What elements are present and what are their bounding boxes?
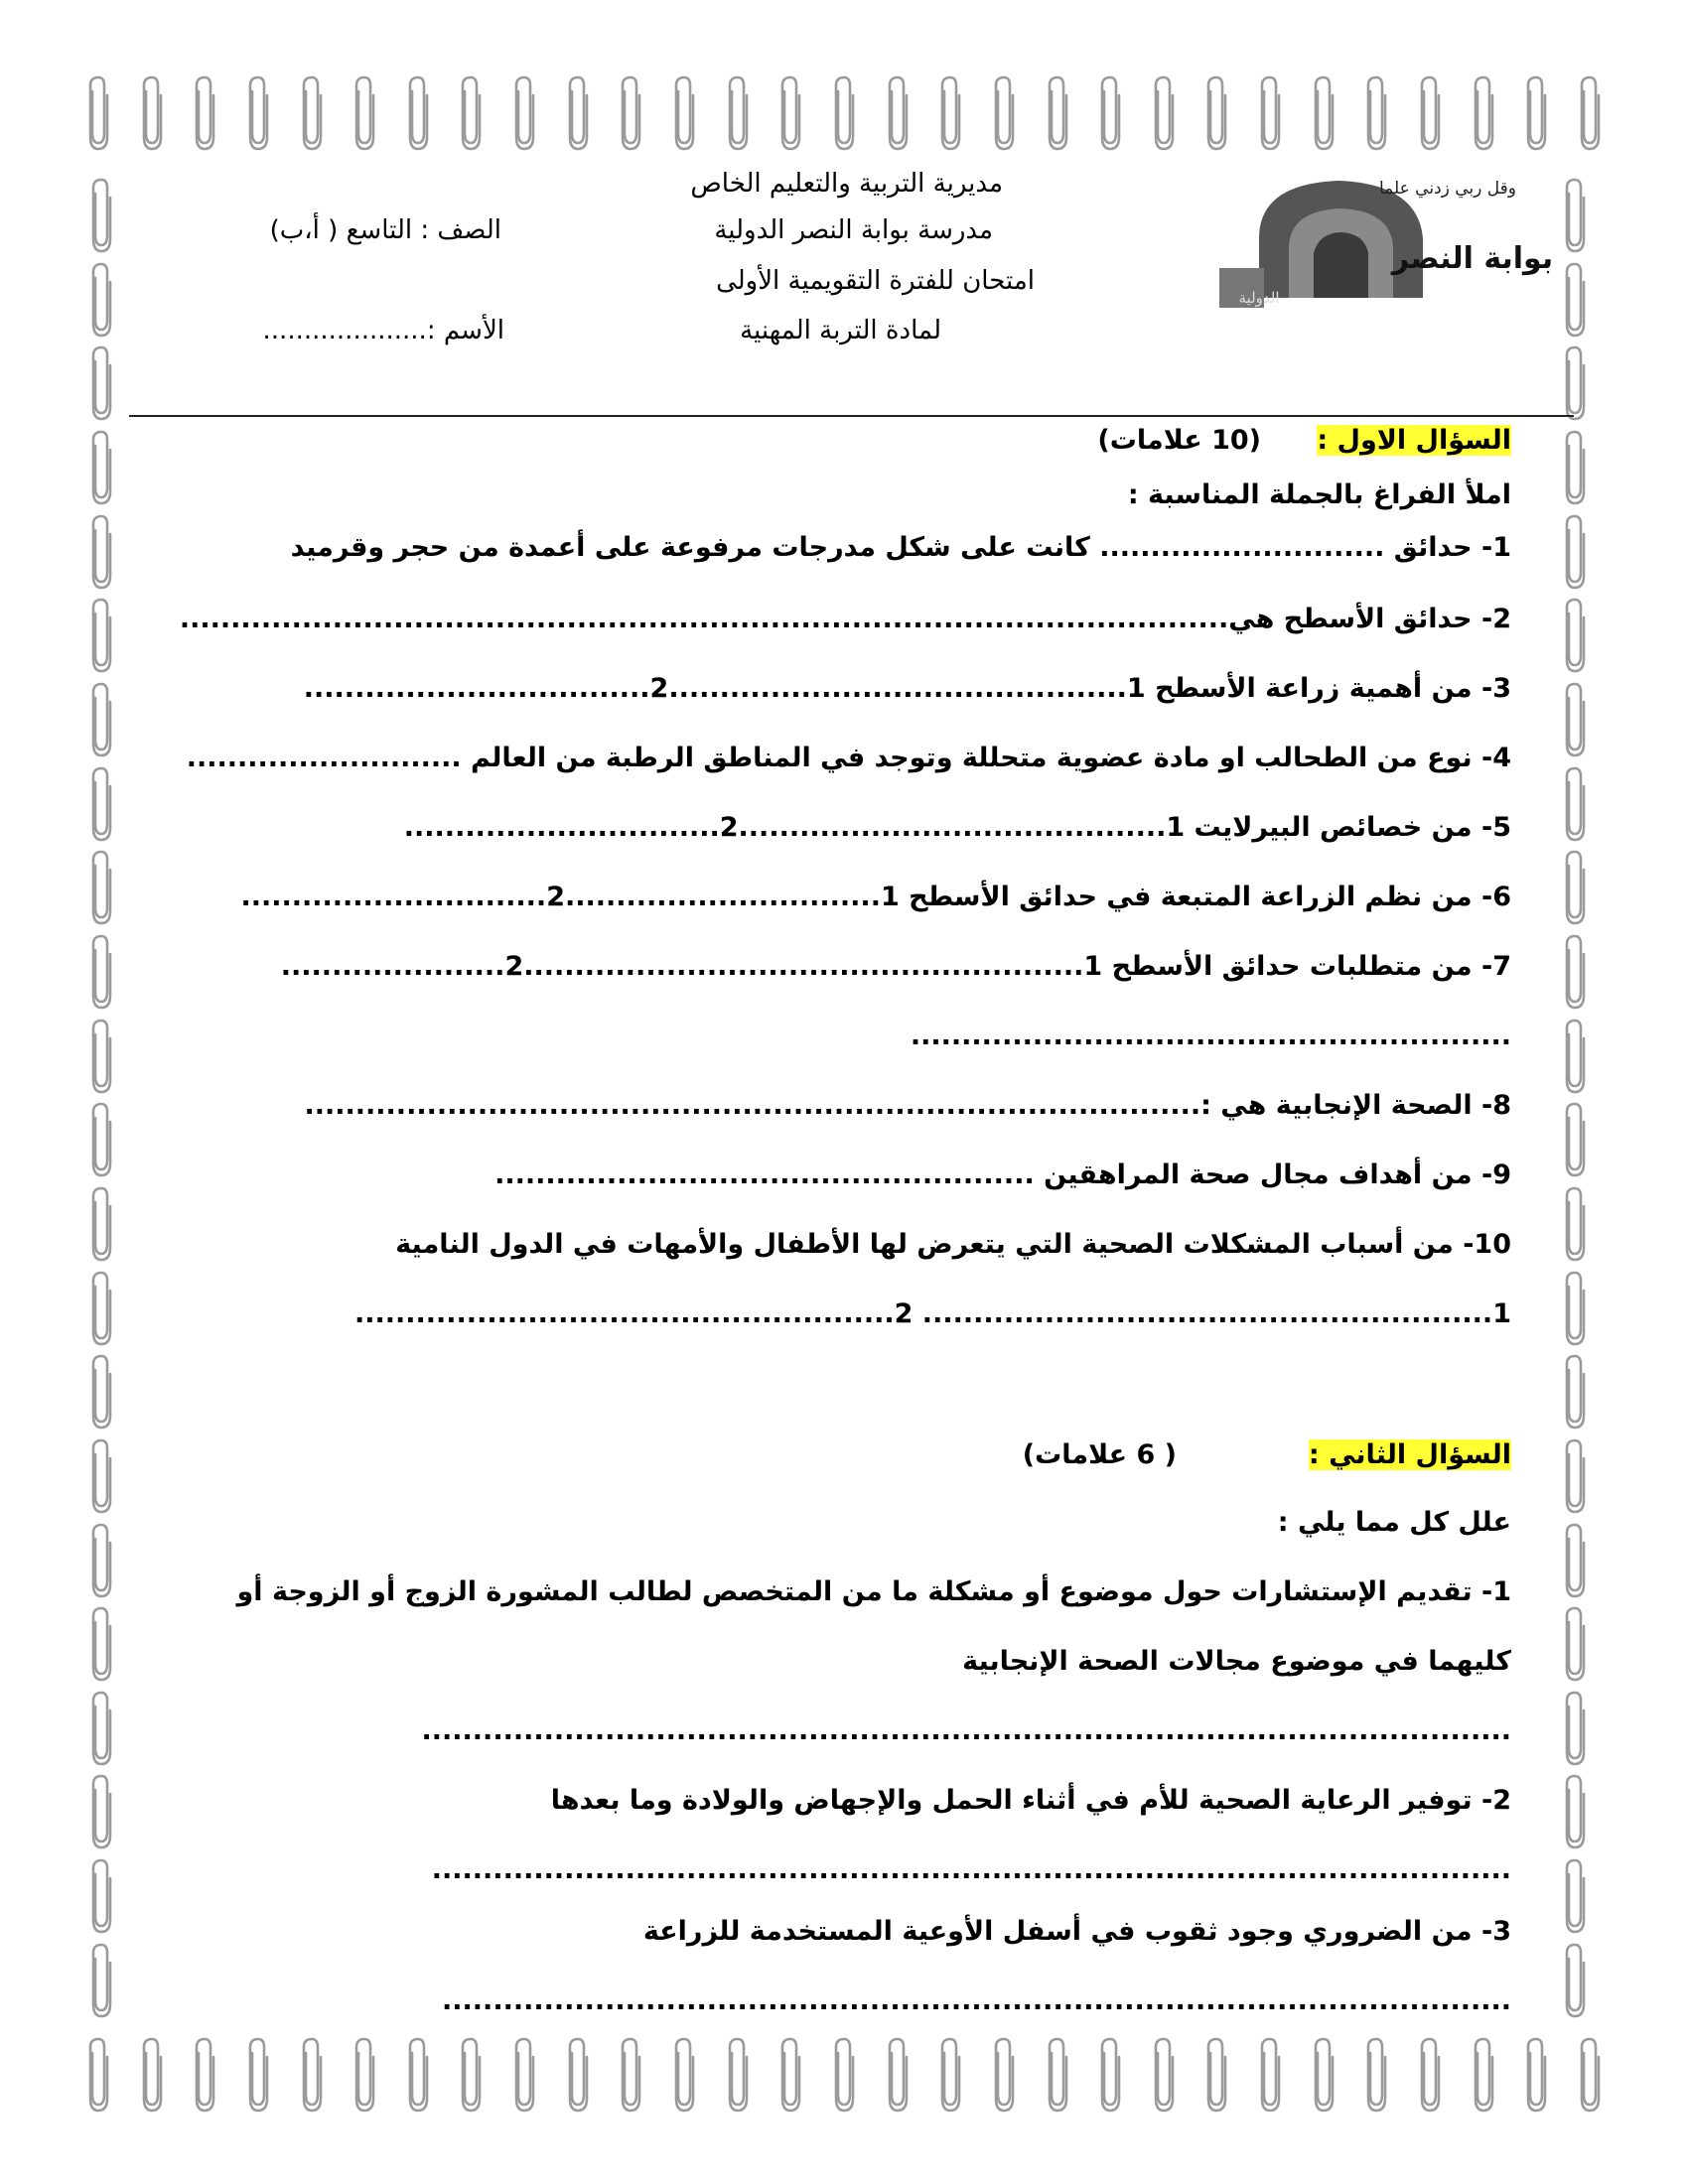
- paperclip-icon: [1470, 2033, 1497, 2115]
- paperclip-icon: [1561, 341, 1589, 423]
- paperclip-icon: [191, 2033, 218, 2115]
- q2-answer-3[interactable]: .........................................................................................................: [442, 1985, 1511, 2016]
- paperclip-icon: [87, 1267, 115, 1348]
- subject-title: لمادة التربة المهنية: [740, 316, 941, 345]
- paperclip-icon: [1362, 71, 1390, 153]
- q2-item-2: 2- توفير الرعاية الصحية للأم في أثناء الحمل والإجهاض والولادة وما بعدها: [550, 1785, 1511, 1816]
- paperclip-icon: [510, 2033, 538, 2115]
- paperclip-icon: [1150, 71, 1178, 153]
- paperclip-icon: [1470, 71, 1497, 153]
- q1-item-4[interactable]: 4- نوع من الطحالب او مادة عضوية متحللة وتوجد في المناطق الرطبة من العالم ...........................: [186, 743, 1511, 773]
- paperclip-icon: [87, 1182, 115, 1264]
- paperclip-icon: [351, 2033, 378, 2115]
- q1-instruction: املأ الفراغ بالجملة المناسبة :: [1127, 479, 1511, 510]
- exam-title: امتحان للفترة التقويمية الأولى: [716, 266, 1035, 296]
- paperclip-icon: [1561, 1939, 1589, 2020]
- paperclip-icon: [724, 71, 752, 153]
- class-label: الصف : التاسع ( أ،ب): [269, 215, 501, 245]
- paperclip-icon: [298, 2033, 326, 2115]
- paperclip-icon: [564, 2033, 592, 2115]
- paperclip-icon: [776, 71, 804, 153]
- paperclip-icon: [724, 2033, 752, 2115]
- paperclip-icon: [351, 71, 378, 153]
- paperclip-icon: [1522, 2033, 1550, 2115]
- paperclip-icon: [87, 1519, 115, 1600]
- paperclip-icon: [1561, 678, 1589, 759]
- paperclip-icon: [1561, 510, 1589, 592]
- paperclip-icon: [244, 2033, 272, 2115]
- paperclip-icon: [1561, 1182, 1589, 1264]
- paperclip-icon: [298, 71, 326, 153]
- paperclip-icon: [1096, 2033, 1124, 2115]
- q2-answer-2[interactable]: ..........................................................................................................: [431, 1854, 1511, 1885]
- q2-item-1-continued: كليهما في موضوع مجالات الصحة الإنجابية: [962, 1646, 1511, 1677]
- paperclip-icon: [1561, 1434, 1589, 1516]
- student-name-field[interactable]: الأسم :....................: [262, 316, 504, 345]
- paperclip-icon: [87, 678, 115, 759]
- paperclip-icon: [936, 2033, 964, 2115]
- paperclip-border-top: [84, 71, 1604, 161]
- paperclip-icon: [87, 1602, 115, 1684]
- paperclip-icon: [87, 594, 115, 675]
- school-name: مدرسة بوابة النصر الدولية: [714, 215, 993, 245]
- paperclip-icon: [84, 71, 112, 153]
- paperclip-icon: [1310, 71, 1337, 153]
- paperclip-icon: [87, 1854, 115, 1936]
- q1-item-9[interactable]: 9- من أهداف مجال صحة المراهقين .....................................................: [494, 1160, 1511, 1190]
- paperclip-icon: [1522, 71, 1550, 153]
- paperclip-icon: [87, 510, 115, 592]
- paperclip-icon: [617, 2033, 644, 2115]
- paperclip-icon: [990, 71, 1018, 153]
- paperclip-icon: [1576, 71, 1604, 153]
- paperclip-icon: [1561, 762, 1589, 844]
- paperclip-icon: [830, 71, 858, 153]
- q1-item-5[interactable]: 5- من خصائص البيرلايت 1..........................................2...............................: [403, 812, 1511, 843]
- q1-item-1[interactable]: 1- حدائق ............................ كانت على شكل مدرجات مرفوعة على أعمدة من حجر وقرميد: [290, 532, 1511, 563]
- paperclip-icon: [87, 1770, 115, 1851]
- paperclip-icon: [1416, 2033, 1444, 2115]
- header-divider: [129, 415, 1574, 417]
- paperclip-icon: [830, 2033, 858, 2115]
- q2-marks: ( 6 علامات): [1022, 1439, 1177, 1470]
- paperclip-icon: [1561, 258, 1589, 340]
- paperclip-icon: [84, 2033, 112, 2115]
- paperclip-icon: [1561, 1770, 1589, 1851]
- paperclip-icon: [990, 2033, 1018, 2115]
- paperclip-icon: [457, 71, 485, 153]
- school-logo: [1219, 169, 1554, 308]
- paperclip-icon: [1561, 930, 1589, 1012]
- paperclip-icon: [87, 174, 115, 255]
- q2-item-3: 3- من الضروري وجود ثقوب في أسفل الأوعية المستخدمة للزراعة: [642, 1916, 1511, 1947]
- paperclip-icon: [1576, 2033, 1604, 2115]
- paperclip-icon: [1561, 1519, 1589, 1600]
- paperclip-icon: [244, 71, 272, 153]
- paperclip-icon: [1561, 594, 1589, 675]
- paperclip-icon: [1561, 174, 1589, 255]
- paperclip-icon: [1561, 1350, 1589, 1432]
- logo-sub: الدولية: [1238, 289, 1280, 307]
- directorate-title: مديرية التربية والتعليم الخاص: [690, 169, 1003, 199]
- q2-instruction: علل كل مما يلي :: [1277, 1507, 1511, 1538]
- paperclip-icon: [1256, 2033, 1284, 2115]
- paperclip-border-bottom: [84, 2033, 1604, 2122]
- paperclip-icon: [1256, 71, 1284, 153]
- paperclip-icon: [404, 71, 432, 153]
- q1-item-7[interactable]: 7- من متطلبات حدائق الأسطح 1.......................................................2......................: [280, 951, 1511, 982]
- paperclip-icon: [1561, 1098, 1589, 1179]
- q1-marks: (10 علامات): [1097, 425, 1261, 456]
- paperclip-icon: [87, 1350, 115, 1432]
- paperclip-icon: [1096, 71, 1124, 153]
- q1-item-3[interactable]: 3- من أهمية زراعة الأسطح 1.............................................2..................................: [303, 673, 1511, 704]
- paperclip-icon: [1044, 71, 1071, 153]
- paperclip-icon: [1310, 2033, 1337, 2115]
- paperclip-icon: [191, 71, 218, 153]
- paperclip-icon: [87, 1687, 115, 1768]
- paperclip-icon: [87, 1098, 115, 1179]
- paperclip-icon: [1561, 1267, 1589, 1348]
- paperclip-icon: [457, 2033, 485, 2115]
- paperclip-icon: [1561, 1602, 1589, 1684]
- paperclip-icon: [87, 930, 115, 1012]
- paperclip-icon: [87, 1434, 115, 1516]
- paperclip-icon: [1362, 2033, 1390, 2115]
- paperclip-icon: [87, 258, 115, 340]
- paperclip-icon: [1561, 1015, 1589, 1096]
- paperclip-icon: [1202, 2033, 1230, 2115]
- paperclip-icon: [617, 71, 644, 153]
- paperclip-icon: [1561, 846, 1589, 927]
- paperclip-icon: [1561, 1687, 1589, 1768]
- paperclip-border-left: [87, 174, 127, 2020]
- paperclip-icon: [87, 1015, 115, 1096]
- paperclip-icon: [1416, 71, 1444, 153]
- paperclip-icon: [510, 71, 538, 153]
- q1-title: السؤال الاول :: [1317, 425, 1511, 456]
- logo-slogan: وقل ربي زدني علما: [1379, 179, 1516, 199]
- paperclip-icon: [670, 71, 698, 153]
- paperclip-icon: [138, 2033, 166, 2115]
- paperclip-icon: [1561, 426, 1589, 507]
- paperclip-icon: [936, 71, 964, 153]
- paperclip-icon: [564, 71, 592, 153]
- q1-item-8[interactable]: 8- الصحة الإنجابية هي :........................................................................................: [304, 1090, 1511, 1121]
- q1-item-10: 10- من أسباب المشكلات الصحية التي يتعرض لها الأطفال والأمهات في الدول النامية: [395, 1229, 1511, 1260]
- q1-item-2[interactable]: 2- حدائق الأسطح هي.......................................................................................................: [179, 604, 1511, 634]
- q1-item-7-continued[interactable]: ...........................................................: [910, 1021, 1511, 1051]
- paperclip-icon: [1044, 2033, 1071, 2115]
- paperclip-icon: [138, 71, 166, 153]
- paperclip-icon: [884, 2033, 912, 2115]
- paperclip-icon: [87, 341, 115, 423]
- paperclip-icon: [1202, 71, 1230, 153]
- paperclip-icon: [670, 2033, 698, 2115]
- q2-answer-1[interactable]: ...........................................................................................................: [421, 1715, 1511, 1746]
- q1-item-6[interactable]: 6- من نظم الزراعة المتبعة في حدائق الأسطح 1...............................2..............................: [240, 882, 1511, 912]
- paperclip-icon: [87, 846, 115, 927]
- paperclip-icon: [87, 762, 115, 844]
- logo-name: بوابة النصر: [1391, 241, 1554, 276]
- q2-item-1: 1- تقديم الإستشارات حول موضوع أو مشكلة ما من المتخصص لطالب المشورة الزوج أو الزوجة أو: [236, 1576, 1511, 1607]
- paperclip-icon: [87, 1939, 115, 2020]
- q1-item-10-answers[interactable]: 1........................................................ 2.....................................................: [353, 1298, 1511, 1329]
- paperclip-icon: [776, 2033, 804, 2115]
- paperclip-icon: [1561, 1854, 1589, 1936]
- paperclip-icon: [884, 71, 912, 153]
- paperclip-icon: [1150, 2033, 1178, 2115]
- paperclip-icon: [87, 426, 115, 507]
- paperclip-icon: [404, 2033, 432, 2115]
- q2-title: السؤال الثاني :: [1308, 1439, 1511, 1470]
- paperclip-border-right: [1561, 174, 1601, 2020]
